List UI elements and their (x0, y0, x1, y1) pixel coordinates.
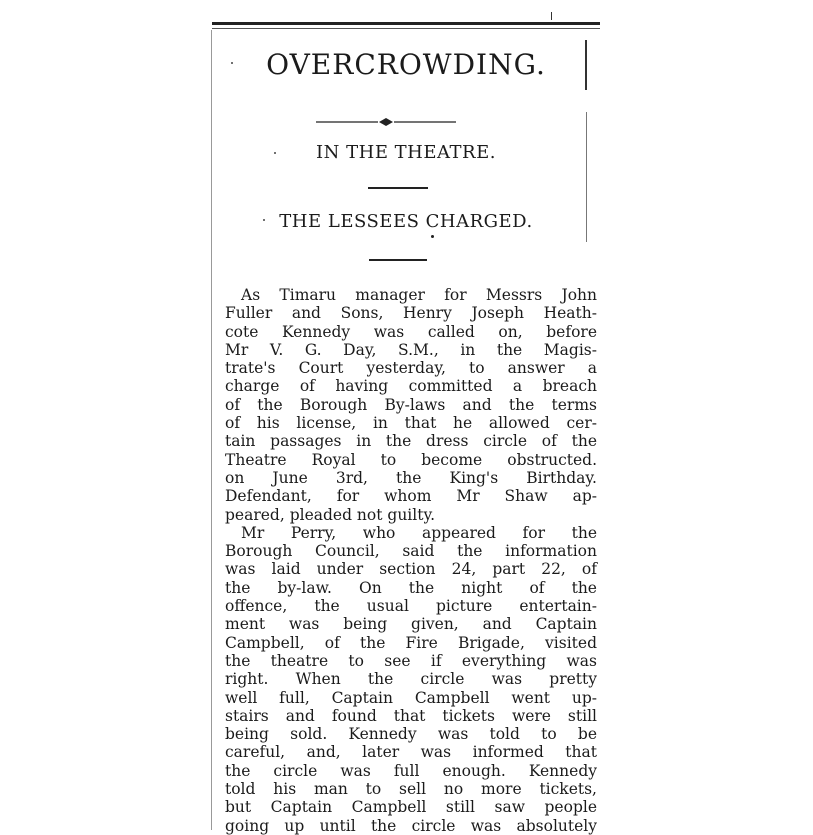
paragraph (225, 524, 597, 835)
text-line: told his man to sell no more tickets, (225, 780, 597, 799)
text-line: of his license, in that he allowed cer- (225, 414, 597, 433)
column-top-rule-thin (212, 28, 600, 29)
text-line: Borough Council, said the information (225, 542, 597, 561)
text-line: Fuller and Sons, Henry Joseph Heath- (225, 304, 597, 323)
text-line: being sold. Kennedy was told to be (225, 725, 597, 744)
ornament-divider (316, 116, 456, 128)
short-divider-1 (368, 187, 428, 189)
text-line: of the Borough By-laws and the terms (225, 395, 597, 414)
print-speck (431, 235, 434, 238)
print-speck (231, 62, 233, 64)
text-line: cote Kennedy was called on, before (225, 322, 597, 341)
article-subheading: IN THE THEATRE. (316, 142, 496, 163)
text-line: ment was being given, and Captain (225, 615, 597, 634)
column-top-rule (212, 22, 600, 25)
text-line: trate's Court yesterday, to answer a (225, 359, 597, 378)
text-line: Campbell, of the Fire Brigade, visited (225, 633, 597, 652)
paragraph (225, 286, 597, 524)
text-line: right. When the circle was pretty (225, 670, 597, 689)
text-line: peared, pleaded not guilty. (225, 505, 436, 524)
text-line: Defendant, for whom Mr Shaw ap- (225, 487, 597, 506)
short-divider-2 (369, 259, 427, 261)
print-speck (274, 152, 276, 154)
text-line: the theatre to see if everything was (225, 651, 597, 670)
text-line: Mr V. G. Day, S.M., in the Magis- (225, 340, 597, 359)
text-line: on June 3rd, the King's Birthday. (225, 468, 597, 487)
text-line: but Captain Campbell still saw people (225, 798, 597, 817)
article-headline: OVERCROWDING. (266, 48, 546, 81)
text-line: stairs and found that tickets were still (225, 706, 597, 725)
text-line: tain passages in the dress circle of the (225, 432, 597, 451)
text-line: offence, the usual picture entertain- (225, 597, 597, 616)
text-line: was laid under section 24, part 22, of (225, 560, 597, 579)
text-line: careful, and, later was informed that (225, 743, 597, 762)
text-line: the by-law. On the night of the (225, 578, 597, 597)
text-line: the circle was full enough. Kennedy (225, 761, 597, 780)
column-tick-mark (551, 12, 552, 20)
newspaper-column (212, 0, 600, 835)
print-speck (263, 219, 265, 221)
text-line: well full, Captain Campbell went up- (225, 688, 597, 707)
article-subheading-2: THE LESSEES CHARGED. (279, 211, 533, 232)
text-line: charge of having committed a breach (225, 377, 597, 396)
text-line: going up until the circle was absolutely (225, 816, 597, 835)
article-body (225, 286, 597, 835)
text-line: Mr Perry, who appeared for the (241, 523, 597, 542)
text-line: Theatre Royal to become obstructed. (225, 450, 597, 469)
text-line: As Timaru manager for Messrs John (241, 286, 597, 304)
